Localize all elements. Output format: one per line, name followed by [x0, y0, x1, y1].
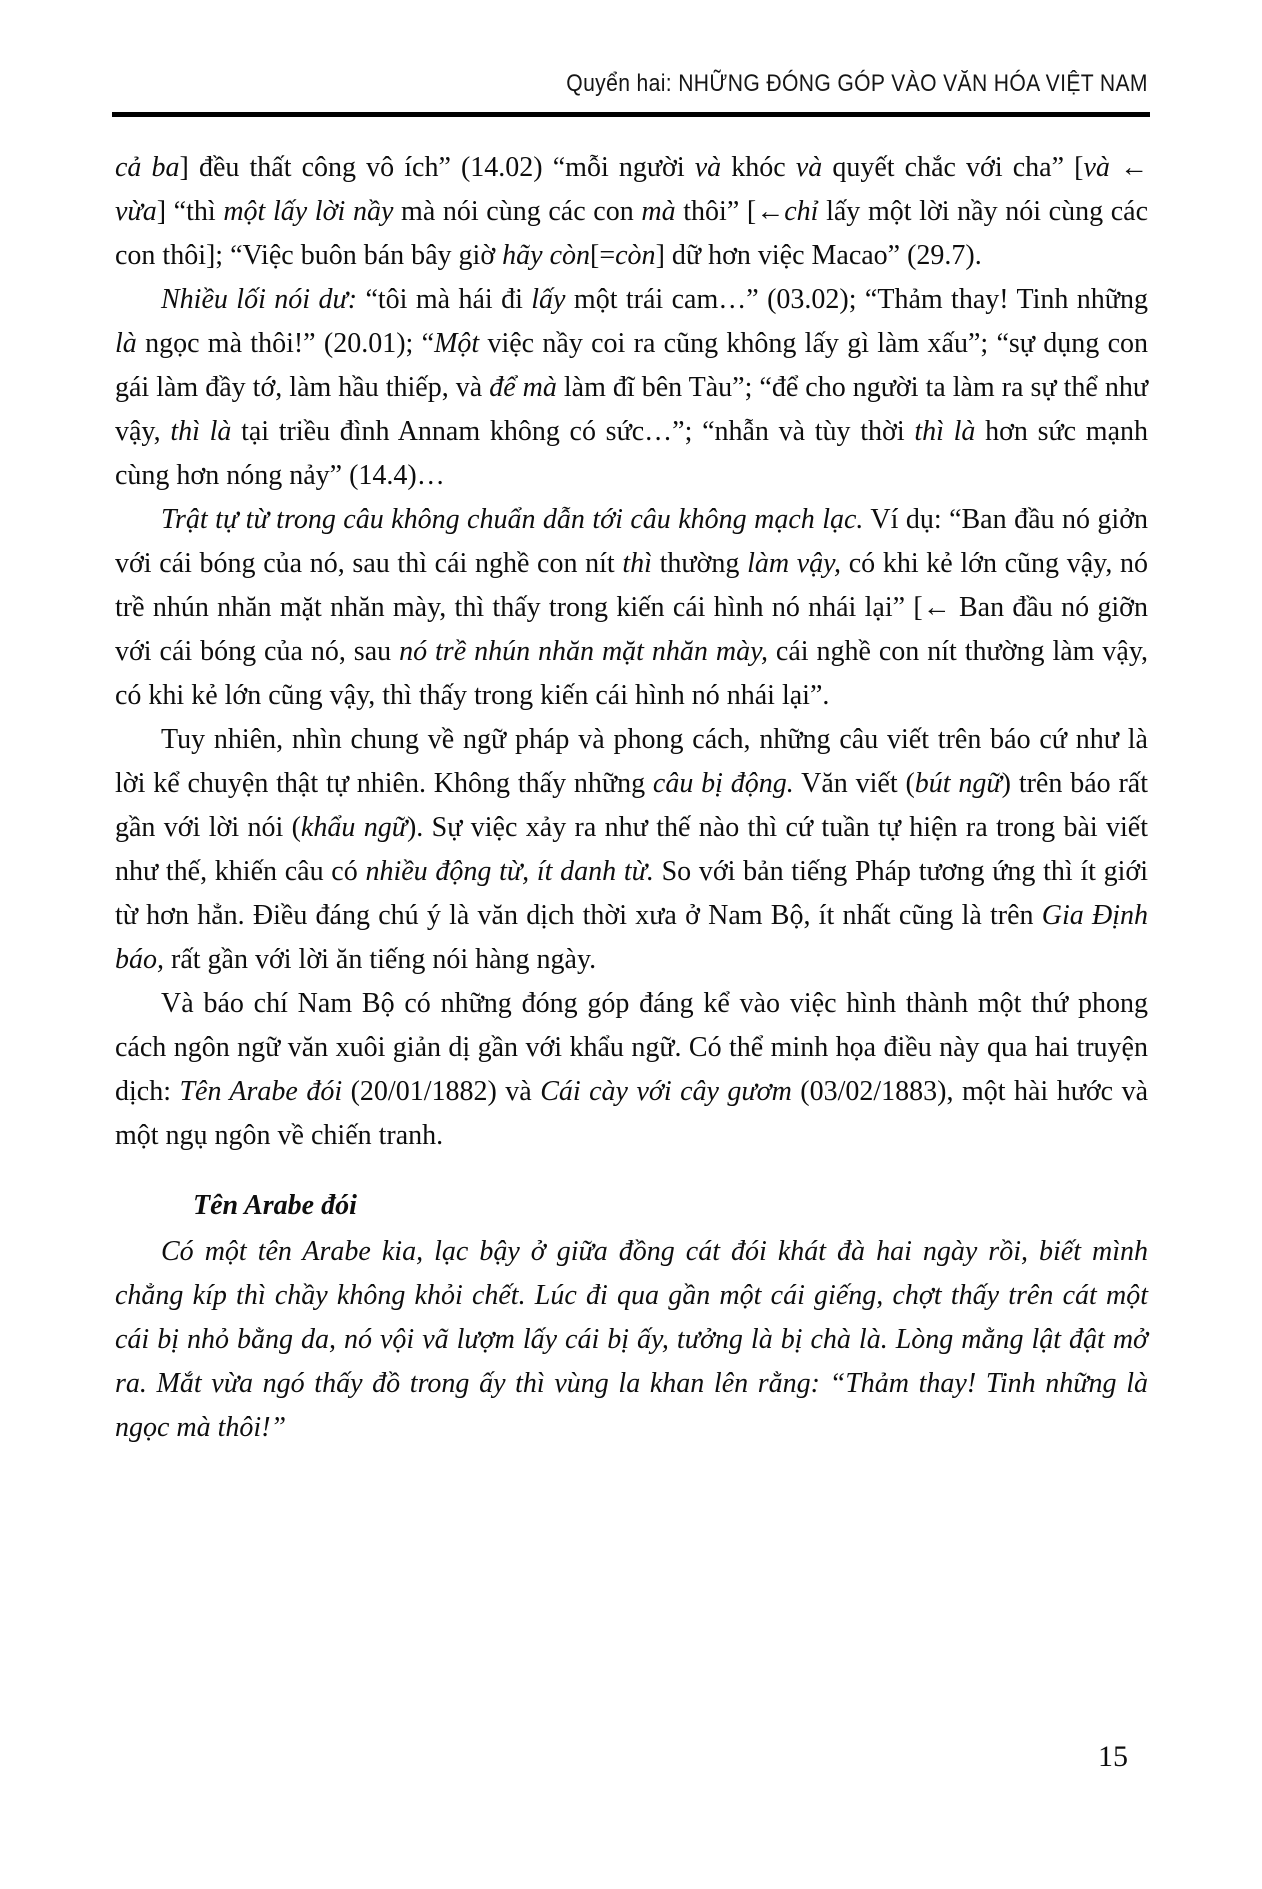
text-run: và: [1083, 152, 1110, 183]
text-run: và: [795, 152, 823, 183]
text-run: khẩu ngữ: [300, 812, 407, 843]
text-run: (03/02/1883), một hài hước và một ngụ ngôn về chiến tranh.: [115, 1076, 1148, 1151]
text-run: [=: [590, 240, 616, 271]
paragraph: [115, 278, 1148, 498]
paragraph: [115, 498, 1148, 718]
section-heading: [115, 1184, 1148, 1228]
text-run: rất gần với lời ăn tiếng nói hàng ngày.: [164, 944, 597, 975]
text-run: cả ba: [115, 152, 180, 183]
text-run: lấy một lời nầy nói cùng các con thôi]; “Việc buôn bán bây giờ: [115, 196, 1149, 271]
text-run: nhiều động từ, ít danh từ.: [365, 856, 654, 887]
body-text: [115, 146, 1148, 1450]
text-run: Cái cày với cây gươm: [540, 1076, 792, 1107]
running-header-title: Quyển hai: NHỮNG ĐÓNG GÓP VÀO VĂN HÓA VIỆT NAM: [566, 70, 1148, 97]
text-run: để mà: [489, 372, 557, 403]
text-run: là: [115, 328, 137, 359]
text-run: ). Sự việc xảy ra như thế nào thì cứ tuần tự hiện ra trong bài viết như thế, khiến câu có: [115, 812, 1148, 887]
text-run: hãy còn: [502, 240, 590, 271]
text-run: còn: [615, 240, 656, 271]
paragraph: [115, 982, 1148, 1158]
header-rule: [112, 112, 1150, 117]
text-run: thì: [622, 548, 652, 579]
text-run: “tôi mà hái đi: [357, 284, 532, 315]
text-run: mà: [641, 196, 676, 227]
text-run: bút ngữ: [914, 768, 1002, 799]
text-run: thì là: [914, 416, 976, 447]
text-run: So với bản tiếng Pháp tương ứng thì ít giới từ hơn hẳn. Điều đáng chú ý là văn dịch thời xưa ở Nam Bộ, ít nhất cũng là trên: [115, 856, 1148, 931]
text-run: Tuy nhiên, nhìn chung về ngữ pháp và phong cách, những câu viết trên báo cứ như là lời kể chuyện thật tự nhiên. Không thấy những: [115, 724, 1148, 799]
text-run: Nhiều lối nói dư:: [161, 284, 358, 315]
text-run: một trái cam…” (03.02); “Thảm thay! Tinh những: [565, 284, 1148, 315]
text-run: vừa: [115, 196, 157, 227]
text-run: mà nói cùng các con: [393, 196, 642, 227]
text-run: khóc: [721, 152, 796, 183]
text-run: lấy: [531, 284, 566, 315]
text-run: ] đều thất công vô ích” (14.02) “mỗi người: [179, 152, 695, 183]
paragraph: [115, 718, 1148, 982]
text-run: cái nghề con nít thường làm vậy, có khi kẻ lớn cũng vậy, thì thấy trong kiến cái hình nó nhái lại”.: [115, 636, 1148, 711]
text-run: chỉ: [784, 196, 819, 227]
text-run: câu bị động.: [652, 768, 794, 799]
text-run: Có một tên Arabe kia, lạc bậy ở giữa đồng cát đói khát đà hai ngày rồi, biết mình chẳng kíp thì chầy không khỏi chết. Lúc đi qua gần một cái giếng, chợt thấy trên cát một cái bị nhỏ bằng da, nó vội vã lượm lấy cái bị ấy, tưởng là bị chà là. Lòng mằng lật đật mở ra. Mắt vừa ngó thấy đồ trong ấy thì vùng la khan lên rằng: “Thảm thay! Tinh những là ngọc mà thôi!”: [115, 1236, 1148, 1443]
text-run: Văn viết (: [793, 768, 915, 799]
text-run: một lấy lời nầy: [223, 196, 394, 227]
text-run: Gia Định báo,: [115, 900, 1149, 975]
text-run: ) trên báo rất gần với lời nói (: [115, 768, 1148, 843]
text-run: làm vậy,: [747, 548, 842, 579]
running-header: [115, 70, 1148, 98]
text-run: và: [694, 152, 722, 183]
text-run: ] dữ hơn việc Macao” (29.7).: [655, 240, 982, 271]
text-run: (20/01/1882) và: [342, 1076, 541, 1107]
text-run: có khi kẻ lớn cũng vậy, nó trề nhún nhăn mặt nhăn mày, thì thấy trong kiến cái hình nó nhái lại” [← Ban đầu nó giỡn với cái bóng của nó, sau: [115, 548, 1148, 667]
text-run: nó trề nhún nhăn mặt nhăn mày,: [399, 636, 768, 667]
text-run: ←: [1109, 152, 1149, 183]
text-run: thường: [651, 548, 748, 579]
text-run: tại triều đình Annam không có sức…”; “nhẫn và tùy thời: [231, 416, 915, 447]
text-run: ] “thì: [156, 196, 224, 227]
text-run: hơn sức mạnh cùng hơn nóng nảy” (14.4)…: [115, 416, 1148, 491]
paragraph: [115, 146, 1148, 278]
text-run: làm đĩ bên Tàu”; “để cho người ta làm ra sự thể như vậy,: [115, 372, 1148, 447]
text-run: thì là: [170, 416, 232, 447]
text-run: Và báo chí Nam Bộ có những đóng góp đáng kể vào việc hình thành một thứ phong cách ngôn ngữ văn xuôi giản dị gần với khẩu ngữ. Có thể minh họa điều này qua hai truyện dịch:: [115, 988, 1148, 1107]
text-run: Tên Arabe đói: [193, 1190, 357, 1221]
page-number: 15: [1098, 1740, 1128, 1773]
paragraph: [115, 1230, 1148, 1450]
text-run: ngọc mà thôi!” (20.01); “: [136, 328, 435, 359]
text-run: quyết chắc với cha” [: [822, 152, 1084, 183]
text-run: Một: [434, 328, 480, 359]
text-run: việc nầy coi ra cũng không lấy gì làm xấu”; “sự dụng con gái làm đầy tớ, làm hầu thiếp, và: [115, 328, 1148, 403]
text-run: Tên Arabe đói: [179, 1076, 343, 1107]
text-run: Ví dụ: “Ban đầu nó giởn với cái bóng của nó, sau thì cái nghề con nít: [115, 504, 1149, 579]
text-run: Trật tự từ trong câu không chuẩn dẫn tới câu không mạch lạc.: [161, 504, 864, 535]
text-run: thôi” [←: [675, 196, 785, 227]
